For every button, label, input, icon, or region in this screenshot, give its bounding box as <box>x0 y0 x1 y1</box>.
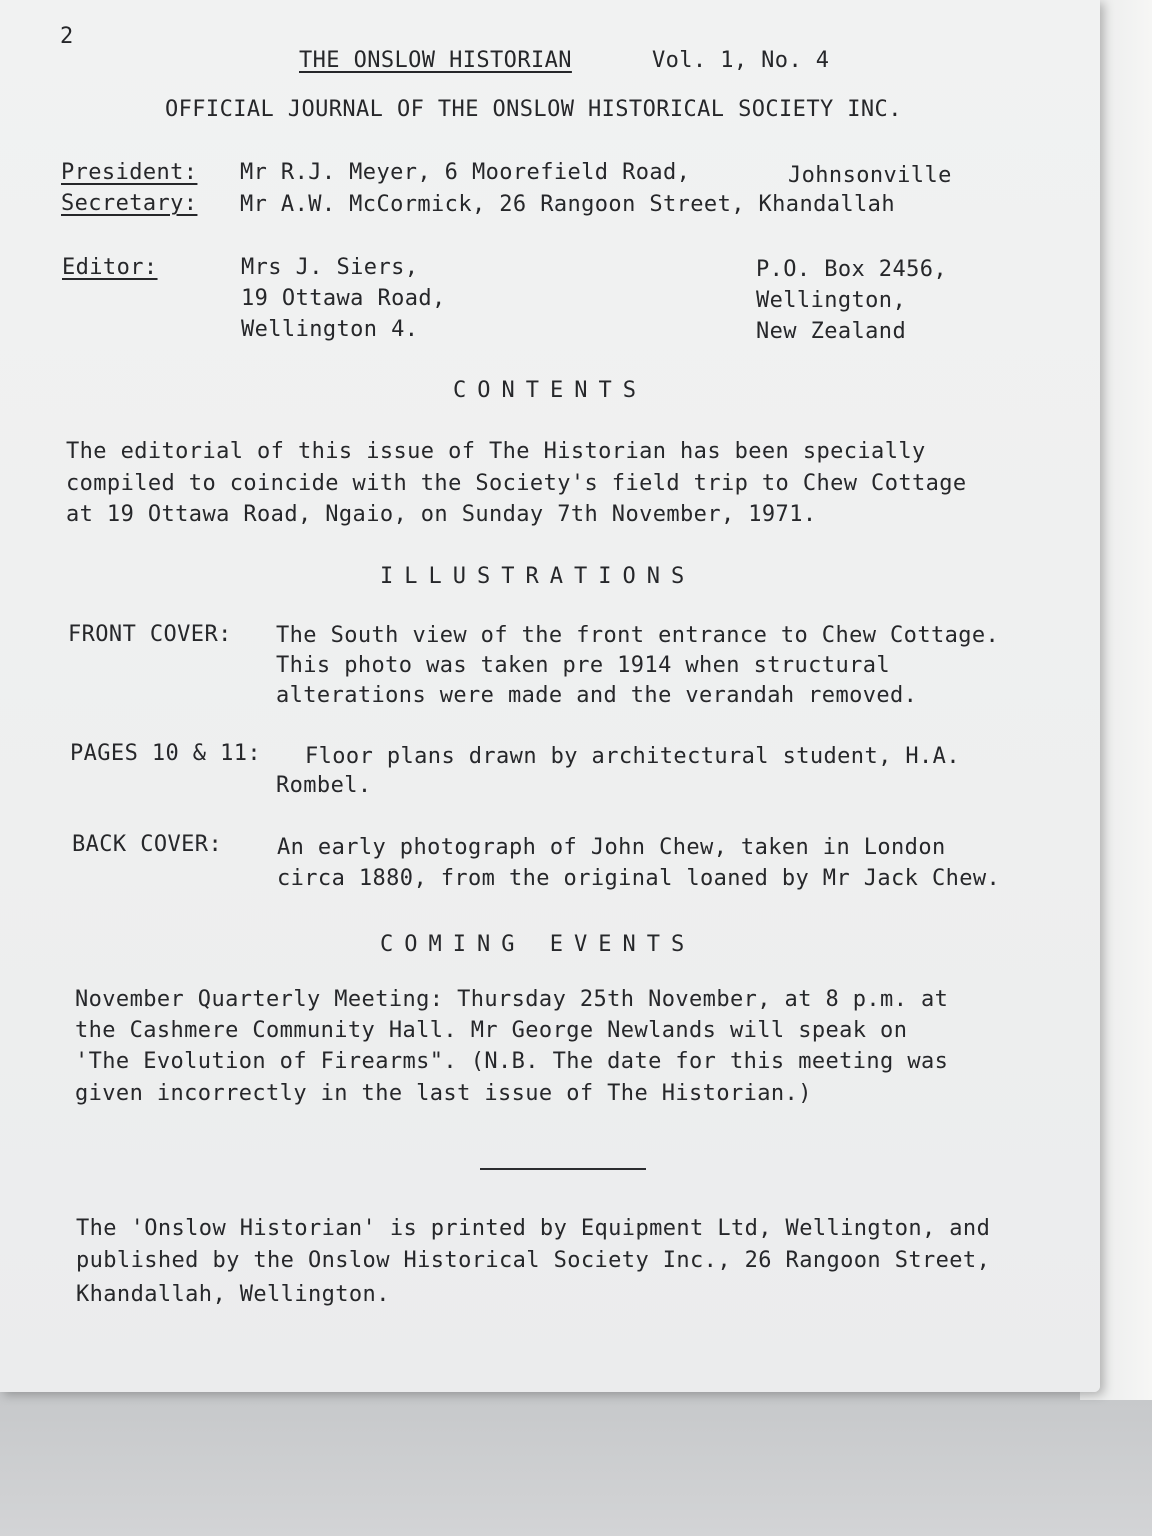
journal-title: THE ONSLOW HISTORIAN <box>299 48 572 73</box>
editor-label: Editor: <box>62 255 158 280</box>
section-divider <box>480 1168 646 1170</box>
journal-subtitle: OFFICIAL JOURNAL OF THE ONSLOW HISTORICAL SOCIETY INC. <box>165 97 902 122</box>
events-line: given incorrectly in the last issue of The Historian.) <box>75 1081 812 1106</box>
contents-heading: CONTENTS <box>453 378 647 403</box>
events-line: the Cashmere Community Hall. Mr George Newlands will speak on <box>75 1018 908 1043</box>
page-number: 2 <box>60 24 74 49</box>
desk-background <box>0 1390 1152 1536</box>
editor-address-line: Mrs J. Siers, <box>241 255 419 280</box>
secretary-name: Mr A.W. McCormick, 26 Rangoon Street, Khandallah <box>240 192 895 217</box>
footer-line: The 'Onslow Historian' is printed by Equipment Ltd, Wellington, and <box>76 1216 991 1241</box>
volume-number: Vol. 1, No. 4 <box>652 48 830 73</box>
secretary-label: Secretary: <box>61 191 198 216</box>
illustration-label-back-cover: BACK COVER: <box>72 832 223 857</box>
contents-line: at 19 Ottawa Road, Ngaio, on Sunday 7th November, 1971. <box>66 502 817 527</box>
editor-postal-line: P.O. Box 2456, <box>756 257 948 282</box>
footer-line: published by the Onslow Historical Society Inc., 26 Rangoon Street, <box>76 1248 991 1273</box>
illustration-line: Floor plans drawn by architectural student, H.A. <box>305 744 960 769</box>
events-heading: COMING EVENTS <box>380 932 696 957</box>
president-name: Mr R.J. Meyer, 6 Moorefield Road, <box>240 160 691 185</box>
illustrations-heading: ILLUSTRATIONS <box>380 564 696 589</box>
president-suburb: Johnsonville <box>788 163 952 188</box>
illustration-line: alterations were made and the verandah removed. <box>276 683 918 708</box>
contents-line: The editorial of this issue of The Historian has been specially <box>66 439 926 464</box>
footer-line: Khandallah, Wellington. <box>76 1282 390 1307</box>
illustration-line: The South view of the front entrance to Chew Cottage. <box>276 623 1000 648</box>
editor-address-line: Wellington 4. <box>241 317 419 342</box>
editor-postal-line: Wellington, <box>756 288 907 313</box>
illustration-line: Rombel. <box>276 773 372 798</box>
illustration-label-front-cover: FRONT COVER: <box>68 622 232 647</box>
contents-line: compiled to coincide with the Society's field trip to Chew Cottage <box>66 471 967 496</box>
events-line: 'The Evolution of Firearms". (N.B. The date for this meeting was <box>75 1049 949 1074</box>
editor-address-line: 19 Ottawa Road, <box>241 286 446 311</box>
events-line: November Quarterly Meeting: Thursday 25th November, at 8 p.m. at <box>75 987 949 1012</box>
illustration-line: circa 1880, from the original loaned by Mr Jack Chew. <box>277 866 1001 891</box>
illustration-line: This photo was taken pre 1914 when structural <box>276 653 891 678</box>
illustration-line: An early photograph of John Chew, taken in London <box>277 835 946 860</box>
illustration-label-pages: PAGES 10 & 11: <box>70 741 262 766</box>
editor-postal-line: New Zealand <box>756 319 907 344</box>
president-label: President: <box>61 160 198 185</box>
